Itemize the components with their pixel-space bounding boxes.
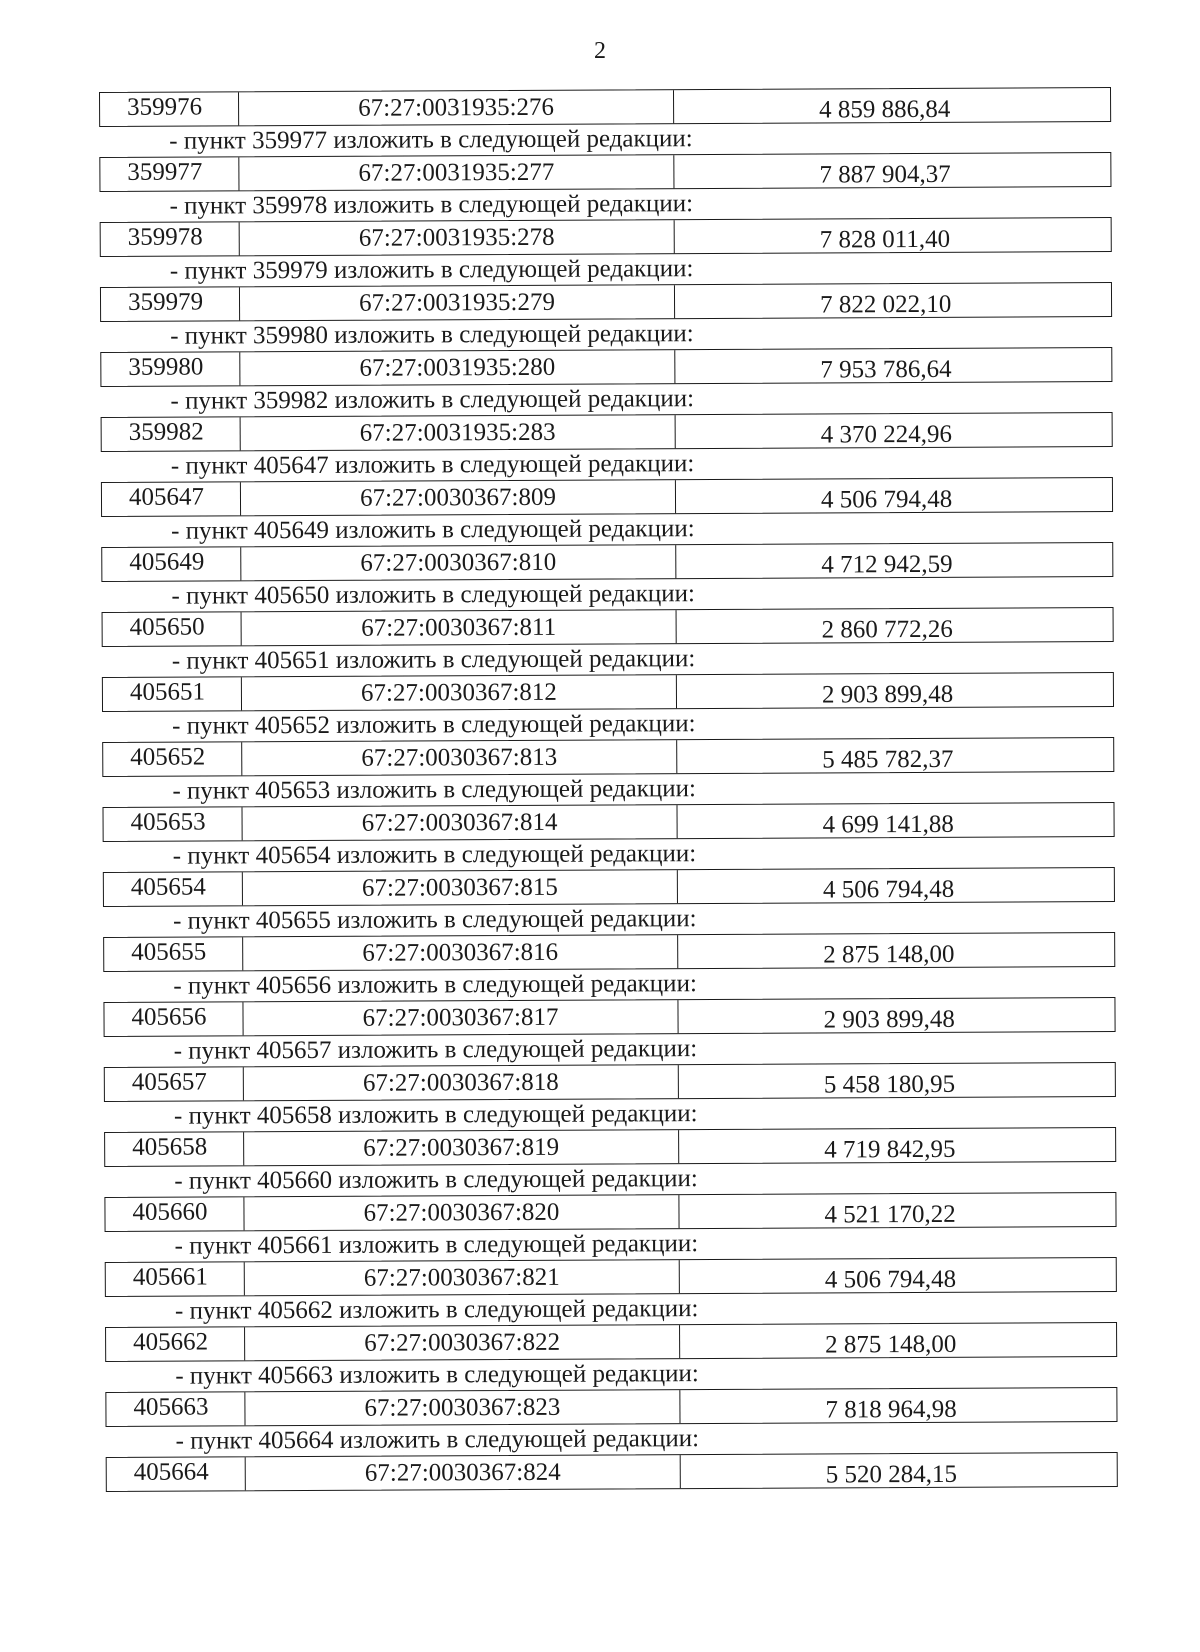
item-number-cell: 405653 (103, 807, 242, 841)
amendment-instruction: - пункт 405660 изложить в следующей редакции: (174, 1165, 698, 1195)
cadastral-number-cell: 67:27:0030367:814 (242, 805, 677, 840)
cadastral-value-cell: 2 903 899,48 (823, 1005, 955, 1034)
amendment-instruction: - пункт 405662 изложить в следующей редакции: (174, 1295, 699, 1325)
item-number-cell: 359979 (101, 287, 240, 321)
amendment-instruction: - пункт 359979 изложить в следующей редакции: (169, 255, 694, 285)
cadastral-number-cell: 67:27:0031935:278 (240, 220, 675, 255)
cadastral-value-cell: 4 859 886,84 (819, 95, 951, 124)
cadastral-number-cell: 67:27:0030367:813 (242, 740, 677, 775)
amendment-instruction: - пункт 405654 изложить в следующей редакции: (172, 840, 697, 870)
item-number-cell: 359982 (102, 417, 241, 451)
cadastral-number-cell: 67:27:0030367:810 (241, 545, 676, 580)
table-row (103, 932, 1115, 972)
cadastral-value-cell: 4 719 842,95 (824, 1135, 956, 1164)
cadastral-number-cell: 67:27:0031935:280 (240, 350, 675, 385)
cadastral-value-cell: 4 506 794,48 (820, 485, 953, 514)
table-row (101, 477, 1113, 517)
item-number-cell: 359978 (101, 222, 240, 256)
item-number-cell: 405647 (102, 482, 241, 516)
table-row (102, 672, 1114, 712)
amendment-instruction: - пункт 405650 изложить в следующей редакции: (171, 580, 696, 610)
table-row (100, 217, 1112, 257)
cadastral-value-cell: 2 903 899,48 (821, 680, 954, 709)
amendment-instruction: - пункт 405653 изложить в следующей редакции: (172, 775, 696, 805)
cadastral-number-cell: 67:27:0031935:283 (241, 415, 676, 450)
table-row (102, 802, 1114, 842)
cadastral-value-cell: 2 875 148,00 (825, 1330, 957, 1359)
item-number-cell: 405658 (105, 1132, 244, 1166)
cadastral-number-cell: 67:27:0031935:276 (239, 90, 674, 125)
table-row (106, 1452, 1118, 1492)
cadastral-number-cell: 67:27:0030367:824 (246, 1455, 681, 1490)
cadastral-value-cell: 2 860 772,26 (821, 615, 953, 644)
cadastral-value-cell: 4 506 794,48 (824, 1265, 957, 1294)
table-row (100, 347, 1112, 387)
cadastral-number-cell: 67:27:0030367:817 (243, 1000, 678, 1035)
cadastral-number-cell: 67:27:0030367:816 (243, 935, 678, 970)
cadastral-value-cell: 2 875 148,00 (823, 940, 955, 969)
table-row (104, 1127, 1116, 1167)
item-number-cell: 405650 (103, 612, 242, 646)
amendment-instruction: - пункт 405649 изложить в следующей редакции: (171, 515, 695, 545)
item-number-cell: 405663 (106, 1392, 245, 1426)
cadastral-value-cell: 4 370 224,96 (820, 420, 952, 449)
cadastral-number-cell: 67:27:0030367:821 (245, 1260, 680, 1295)
cadastral-value-cell: 4 712 942,59 (821, 550, 953, 579)
table-row (102, 737, 1114, 777)
amendment-instruction: - пункт 359977 изложить в следующей редакции: (169, 125, 693, 155)
cadastral-number-cell: 67:27:0030367:809 (241, 480, 676, 515)
cadastral-number-cell: 67:27:0030367:822 (245, 1325, 680, 1360)
amendment-instruction: - пункт 405647 изложить в следующей редакции: (170, 450, 695, 480)
item-number-cell: 359980 (101, 352, 240, 386)
table-row (105, 1322, 1117, 1362)
table-row (104, 1192, 1116, 1232)
item-number-cell: 359977 (100, 157, 239, 191)
table-row (104, 1062, 1116, 1102)
amendment-instruction: - пункт 405657 изложить в следующей редакции: (173, 1035, 698, 1065)
cadastral-value-cell: 7 828 011,40 (819, 225, 951, 254)
amendment-instruction: - пункт 405663 изложить в следующей редакции: (175, 1360, 699, 1390)
table-row (105, 1387, 1117, 1427)
table-row (101, 542, 1113, 582)
item-number-cell: 405649 (102, 547, 241, 581)
item-number-cell: 405664 (107, 1457, 246, 1491)
cadastral-value-cell: 5 485 782,37 (822, 745, 954, 774)
cadastral-number-cell: 67:27:0031935:277 (239, 155, 674, 190)
item-number-cell: 405655 (104, 937, 243, 971)
cadastral-number-cell: 67:27:0030367:818 (244, 1065, 679, 1100)
item-number-cell: 405656 (104, 1002, 243, 1036)
table-row (99, 87, 1111, 127)
item-number-cell: 405661 (106, 1262, 245, 1296)
cadastral-number-cell: 67:27:0030367:812 (242, 675, 677, 710)
cadastral-value-cell: 7 818 964,98 (825, 1395, 957, 1424)
cadastral-value-cell: 4 699 141,88 (822, 810, 954, 839)
item-number-cell: 405660 (105, 1197, 244, 1231)
amendment-instruction: - пункт 359980 изложить в следующей редакции: (170, 320, 694, 350)
page-number: 2 (594, 38, 606, 64)
cadastral-number-cell: 67:27:0030367:823 (245, 1390, 680, 1425)
amendment-list (99, 87, 1118, 1492)
amendment-instruction: - пункт 405658 изложить в следующей редакции: (173, 1100, 698, 1130)
item-number-cell: 405652 (103, 742, 242, 776)
item-number-cell: 405657 (105, 1067, 244, 1101)
table-row (101, 412, 1113, 452)
amendment-instruction: - пункт 405651 изложить в следующей редакции: (171, 645, 696, 675)
cadastral-number-cell: 67:27:0031935:279 (240, 285, 675, 320)
cadastral-number-cell: 67:27:0030367:811 (242, 610, 677, 645)
cadastral-value-cell: 7 822 022,10 (819, 290, 952, 319)
table-row (100, 282, 1112, 322)
cadastral-value-cell: 5 458 180,95 (823, 1070, 956, 1099)
table-row (102, 607, 1114, 647)
amendment-instruction: - пункт 405661 изложить в следующей редакции: (174, 1230, 699, 1260)
table-row (103, 867, 1115, 907)
cadastral-value-cell: 4 506 794,48 (822, 875, 955, 904)
amendment-instruction: - пункт 405655 изложить в следующей редакции: (172, 905, 697, 935)
item-number-cell: 405651 (103, 677, 242, 711)
amendment-instruction: - пункт 405656 изложить в следующей редакции: (173, 970, 697, 1000)
table-row (99, 152, 1111, 192)
cadastral-number-cell: 67:27:0030367:820 (244, 1195, 679, 1230)
cadastral-number-cell: 67:27:0030367:815 (243, 870, 678, 905)
amendment-instruction: - пункт 405664 изложить в следующей редакции: (175, 1425, 700, 1455)
cadastral-value-cell: 7 887 904,37 (819, 160, 951, 189)
amendment-instruction: - пункт 405652 изложить в следующей редакции: (172, 710, 696, 740)
table-row (103, 997, 1115, 1037)
cadastral-value-cell: 4 521 170,22 (824, 1200, 956, 1229)
item-number-cell: 405654 (104, 872, 243, 906)
table-row (105, 1257, 1117, 1297)
amendment-instruction: - пункт 359982 изложить в следующей редакции: (170, 385, 695, 415)
cadastral-value-cell: 7 953 786,64 (820, 355, 952, 384)
item-number-cell: 359976 (100, 92, 239, 126)
item-number-cell: 405662 (106, 1327, 245, 1361)
amendment-instruction: - пункт 359978 изложить в следующей редакции: (169, 190, 694, 220)
cadastral-number-cell: 67:27:0030367:819 (244, 1130, 679, 1165)
cadastral-value-cell: 5 520 284,15 (825, 1460, 958, 1489)
